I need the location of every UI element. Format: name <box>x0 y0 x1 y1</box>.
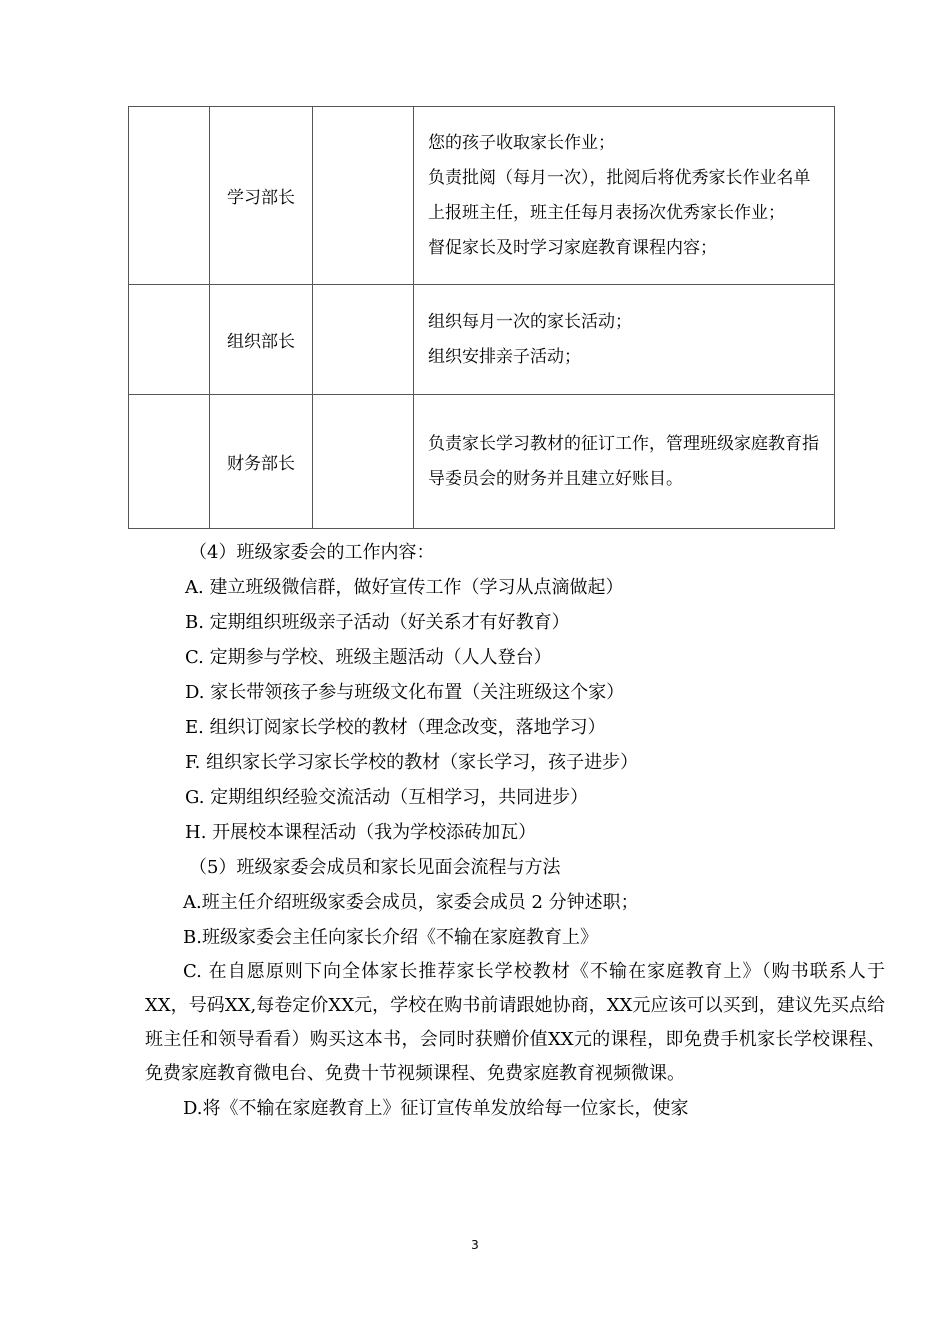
table-cell-empty <box>129 107 210 285</box>
role-duties <box>414 395 835 529</box>
list-item: B. 定期组织班级亲子活动（好关系才有好教育） <box>185 612 570 633</box>
role-name: 学习部长 <box>210 107 313 285</box>
list-item: G. 定期组织经验交流活动（互相学习，共同进步） <box>185 787 589 808</box>
role-name: 财务部长 <box>210 395 313 529</box>
table-row <box>129 285 835 395</box>
table-cell-empty <box>313 395 414 529</box>
list-item: C. 定期参与学校、班级主题活动（人人登台） <box>185 647 552 668</box>
table-cell-empty <box>129 395 210 529</box>
table-row <box>129 395 835 529</box>
paragraph <box>145 955 885 1091</box>
table-cell-empty <box>129 285 210 395</box>
paragraph-text: C. 在自愿原则下向全体家长推荐家长学校教材《不输在家庭教育上》（购书联系人于XX，号码XX,每卷定价XX元，学校在购书前请跟她协商，XX元应该可以买到，建议先买点给班主任和领导看看）购买这本书，会同时获赠价值XX元的课程，即免费手机家长学校课程、免费家庭教育微电台、免费十节视频课程、免费家庭教育视频微课。 <box>145 961 885 1084</box>
role-duties <box>414 285 835 395</box>
list-item: D.将《不输在家庭教育上》征订宣传单发放给每一位家长，使家 <box>183 1098 689 1119</box>
role-duties <box>414 107 835 285</box>
duty-line: 组织安排亲子活动； <box>428 346 581 367</box>
list-item: E. 组织订阅家长学校的教材（理念改变，落地学习） <box>185 717 606 738</box>
body-text <box>145 535 885 1126</box>
section-heading: （5）班级家委会成员和家长见面会流程与方法 <box>189 857 561 878</box>
duty-line: 您的孩子收取家长作业； <box>428 132 615 153</box>
list-item: B.班级家委会主任向家长介绍《不输在家庭教育上》 <box>183 927 598 948</box>
duty-line: 负责批阅（每月一次），批阅后将优秀家长作业名单上报班主任，班主任每月表扬次优秀家长作业； <box>428 167 811 223</box>
duty-line: 督促家长及时学习家庭教育课程内容； <box>428 237 717 258</box>
table-cell-empty <box>313 107 414 285</box>
role-duty-table <box>128 106 835 529</box>
table-row <box>129 107 835 285</box>
list-item: F. 组织家长学习家长学校的教材（家长学习，孩子进步） <box>185 752 639 773</box>
page-number: 3 <box>471 1238 479 1252</box>
table-cell-empty <box>313 285 414 395</box>
list-item: A. 建立班级微信群，做好宣传工作（学习从点滴做起） <box>185 577 624 598</box>
list-item: H. 开展校本课程活动（我为学校添砖加瓦） <box>185 822 537 843</box>
section-heading: （4）班级家委会的工作内容： <box>189 542 435 563</box>
role-name: 组织部长 <box>210 285 313 395</box>
duty-line: 负责家长学习教材的征订工作，管理班级家庭教育指导委员会的财务并且建立好账目。 <box>428 433 819 489</box>
list-item: D. 家长带领孩子参与班级文化布置（关注班级这个家） <box>185 682 625 703</box>
list-item: A.班主任介绍班级家委会成员，家委会成员 2 分钟述职； <box>183 892 639 913</box>
duty-line: 组织每月一次的家长活动； <box>428 311 632 332</box>
